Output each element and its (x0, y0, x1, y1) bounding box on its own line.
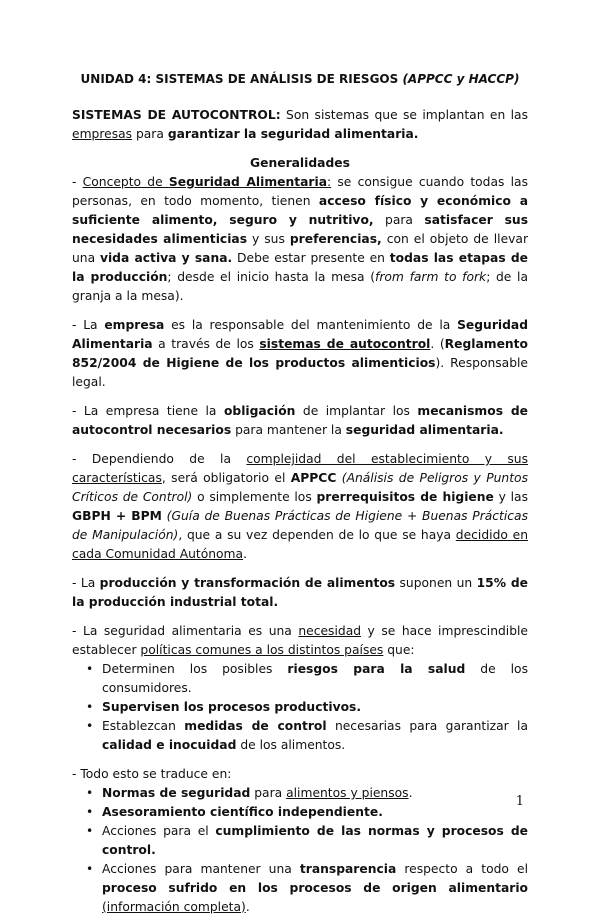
l1-i2: Supervisen los procesos productivos. (102, 700, 362, 714)
page-number: 1 (515, 794, 524, 809)
p4-gbph: GBPH + BPM (72, 509, 162, 523)
p1-b: se consigue cuando todas las personas, en todo momento, tienen (72, 175, 528, 208)
list-item (102, 784, 528, 803)
l2-i4g: . (245, 900, 250, 914)
p1-vida: vida activa y sana. (99, 251, 233, 265)
p6-a: - La seguridad alimentaria es una (72, 624, 299, 638)
paragraph-produccion (72, 574, 528, 612)
p1-a: - (72, 175, 83, 189)
p6-c: que: (383, 643, 415, 657)
p1-e: con el objeto de llevar una (72, 232, 528, 265)
p2-b: es la responsable del mantenimiento de la (164, 318, 458, 332)
p1-g: ; desde el inicio hasta la mesa ( (167, 270, 376, 284)
p1-concepto (83, 175, 332, 189)
list-item (102, 803, 528, 822)
title-italic: (APPCC y HACCP) (402, 72, 520, 86)
list-item (102, 717, 528, 755)
p1-h: ; de la granja a la mesa). (72, 270, 528, 303)
p2-a: - La (72, 318, 105, 332)
page-title (72, 72, 528, 86)
list-item (102, 698, 528, 717)
p2-e: ). Responsable legal. (72, 356, 528, 389)
p1-satisfacer: satisfacer sus necesidades alimenticias (72, 213, 529, 246)
l2-i4b: transparencia (299, 862, 397, 876)
p5-a: - La (72, 576, 100, 590)
p2-c: a través de los (152, 337, 260, 351)
p6-nec: necesidad (298, 624, 362, 638)
p4-prer: prerrequisitos de higiene (316, 490, 494, 504)
l2-i4c: respecto a todo el (396, 862, 528, 876)
paragraph-concepto (72, 173, 528, 306)
l2-i4d: proceso sufrido en los procesos de origen alimentario (102, 881, 528, 895)
list-item (102, 660, 528, 698)
list-item (102, 822, 528, 860)
p3-oblig: obligación (223, 404, 296, 418)
p4-e: y las (493, 490, 528, 504)
p1-pref: preferencias, (289, 232, 382, 246)
p5-prod: producción y transformación de alimentos (99, 576, 396, 590)
p2-d: . ( (430, 337, 445, 351)
p6-pol: políticas comunes a los distintos países (140, 643, 384, 657)
p2-empresa: empresa (104, 318, 165, 332)
intro-term: SISTEMAS DE AUTOCONTROL: (72, 108, 281, 122)
p4-a: - Dependiendo de la (72, 452, 247, 466)
paragraph-traduce: - Todo esto se traduce en: (72, 767, 232, 781)
p4-d: o simplemente los (192, 490, 317, 504)
l2-i4a: Acciones para mantener una (102, 862, 300, 876)
p4-guia: (Guía de Buenas Prácticas de Higiene + Buenas Prácticas de Manipulación) (72, 509, 528, 542)
l2-i3a: Acciones para el (102, 824, 216, 838)
p3-b: de implantar los (295, 404, 418, 418)
section-heading: Generalidades (250, 156, 350, 170)
p2-seg: Seguridad Alimentaria (72, 318, 528, 351)
l1-i3c: necesarias para garantizar la (326, 719, 528, 733)
p2-sist: sistemas de autocontrol (259, 337, 431, 351)
l1-i1a: Determinen los posibles (102, 662, 288, 676)
title-main: UNIDAD 4: SISTEMAS DE ANÁLISIS DE RIESGOS (80, 72, 403, 86)
l2-i2: Asesoramiento científico independiente. (102, 805, 383, 819)
l2-i1b: para (250, 786, 287, 800)
p1-etapas: todas las etapas de la producción (72, 251, 528, 284)
list-acciones (72, 784, 528, 917)
p4-appcc: APPCC (290, 471, 337, 485)
p1-colon: : (327, 175, 332, 189)
p4-g: , que a su vez dependen de lo que se haya (178, 528, 456, 542)
l1-i1c: de los consumidores. (102, 662, 528, 695)
p3-c: para mantener la (231, 423, 346, 437)
p4-decid: decidido en cada Comunidad Autónoma (72, 528, 528, 561)
p4-b: , será obligatorio el (161, 471, 291, 485)
l1-i3e: de los alimentos. (236, 738, 346, 752)
p6-b: y se hace imprescindible establecer (72, 624, 528, 657)
p1-c: para (373, 213, 425, 227)
p3-mec: mecanismos de autocontrol necesarios (72, 404, 529, 437)
l2-i1a: Normas de seguridad (102, 786, 251, 800)
p4-appcc-it: (Análisis de Peligros y Puntos Críticos de Control) (72, 471, 528, 504)
p1-f: Debe estar presente en (232, 251, 390, 265)
l2-i4f: (información completa) (102, 900, 246, 914)
l1-i3b: medidas de control (184, 719, 327, 733)
list-politicas (72, 660, 528, 755)
p5-pct: 15% de la producción industrial total. (72, 576, 528, 609)
p1-acceso: acceso físico y económico a suficiente alimento, seguro y nutritivo, (72, 194, 528, 227)
list-item (102, 860, 528, 917)
p4-h: . (243, 547, 247, 561)
l1-i3a: Establezcan (102, 719, 185, 733)
paragraph-necesidad (72, 622, 528, 660)
l1-i1b: riesgos para la salud (287, 662, 466, 676)
p5-b: suponen un (395, 576, 477, 590)
p3-a: - La empresa tiene la (72, 404, 224, 418)
intro-goal: garantizar la seguridad alimentaria. (167, 127, 419, 141)
l2-i1d: . (408, 786, 413, 800)
intro-text-1: Son sistemas que se implantan en las (280, 108, 528, 122)
p4-comp: complejidad del establecimiento y sus características (72, 452, 528, 485)
intro-text-2: para (132, 127, 168, 141)
p1-concepto-text: Concepto de (82, 175, 169, 189)
l1-i3d: calidad e inocuidad (102, 738, 237, 752)
l2-i3b: cumplimiento de las normas y procesos de control. (102, 824, 528, 857)
intro-empresas: empresas (72, 127, 133, 141)
paragraph-obligacion (72, 402, 528, 440)
paragraph-appcc (72, 450, 528, 564)
intro-paragraph (72, 106, 528, 144)
p1-seg: Seguridad Alimentaria (168, 175, 328, 189)
p1-farm: from farm to fork (375, 270, 487, 284)
l2-i1c: alimentos y piensos (286, 786, 409, 800)
p2-reg: Reglamento 852/2004 de Higiene de los productos alimenticios (72, 337, 528, 370)
p3-seg: seguridad alimentaria. (345, 423, 504, 437)
paragraph-empresa (72, 316, 528, 392)
document-page (72, 72, 528, 917)
p1-d: y sus (247, 232, 290, 246)
